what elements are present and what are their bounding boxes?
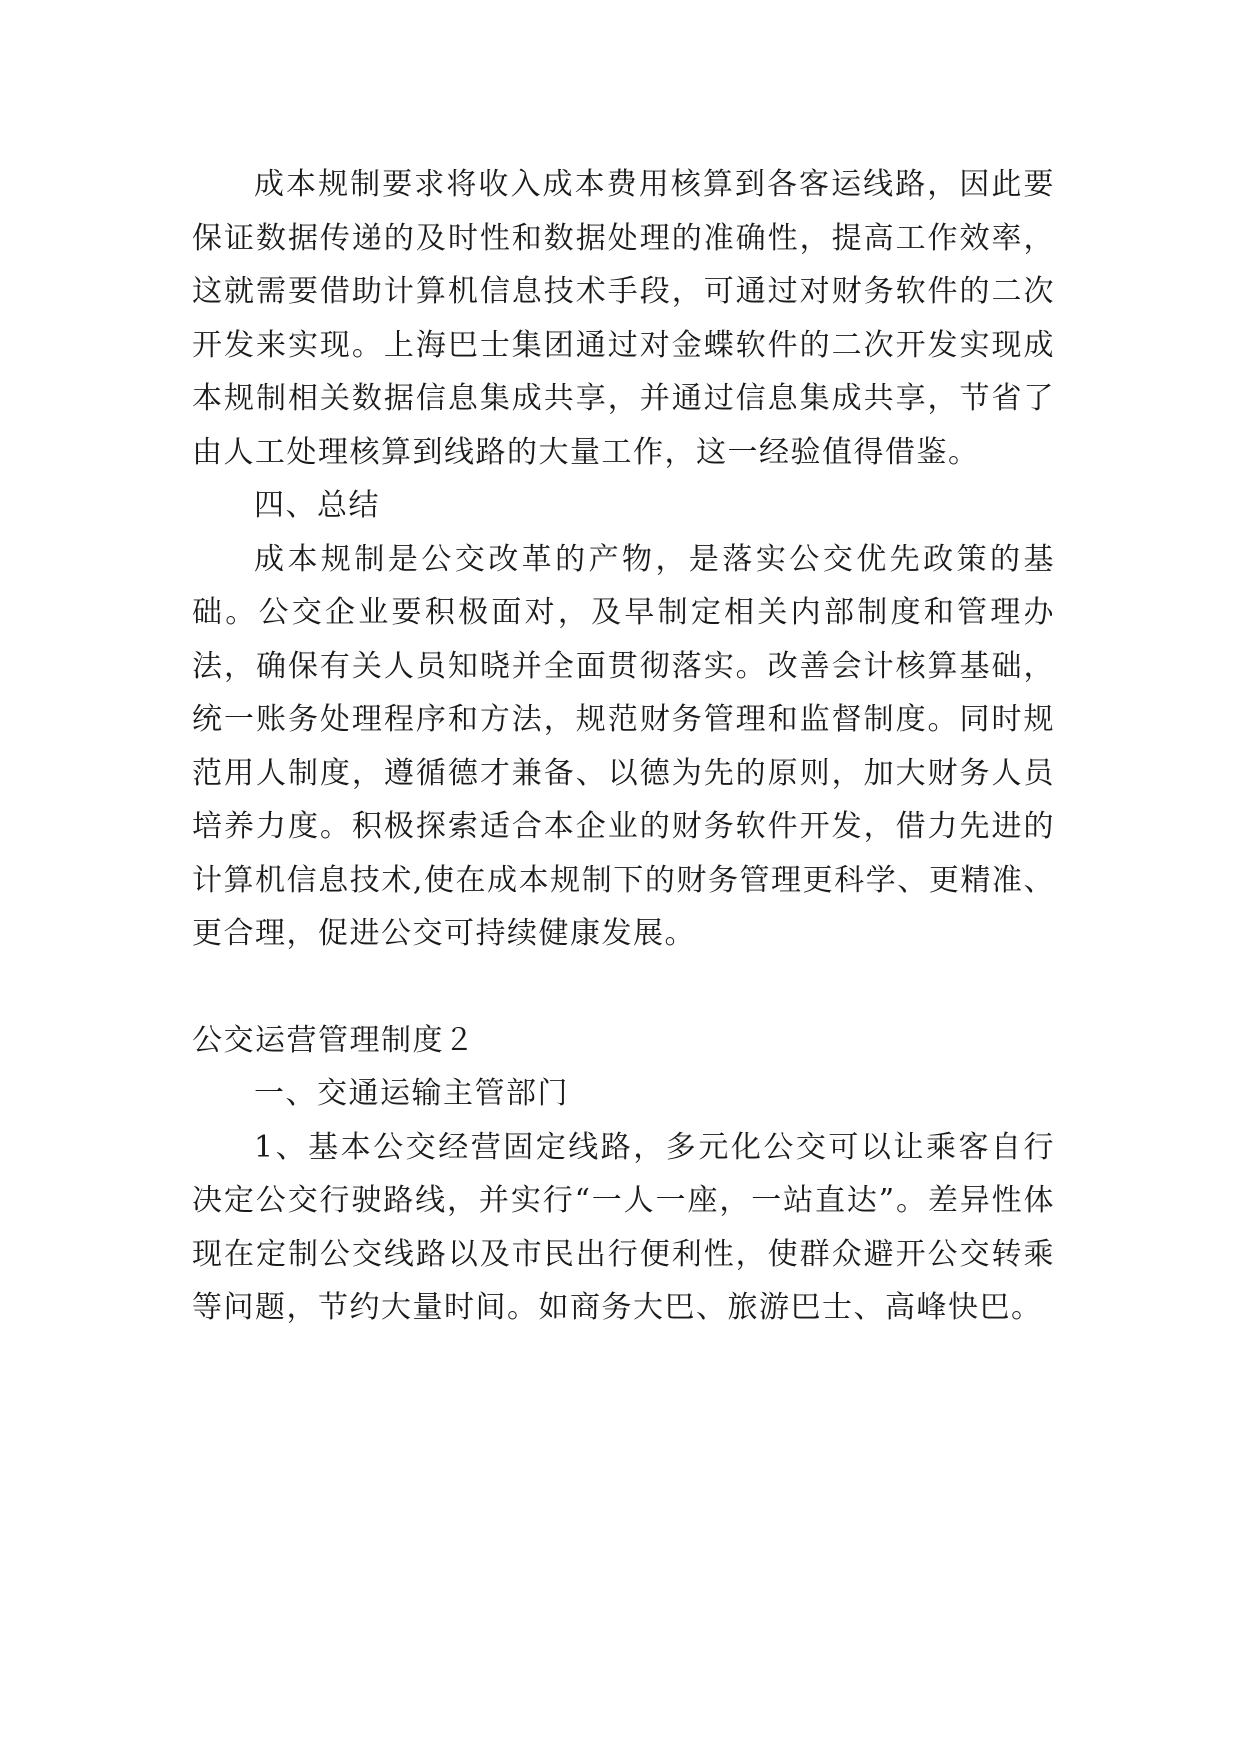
paragraph-summary: 成本规制是公交改革的产物，是落实公交优先政策的基础。公交企业要积极面对，及早制定相关内部制度和管理办法，确保有关人员知晓并全面贯彻落实。改善会计核算基础，统一账务处理程序和方法，规范财务管理和监督制度。同时规范用人制度，遵循德才兼备、以德为先的原则，加大财务人员培养力度。积极探索适合本企业的财务软件开发，借力先进的计算机信息技术,使在成本规制下的财务管理更科学、更精准、更合理，促进公交可持续健康发展。 xyxy=(192,541,1055,951)
section-title: 公交运营管理制度２ xyxy=(192,1022,476,1058)
paragraph-basic-bus: 1、基本公交经营固定线路，多元化公交可以让乘客自行决定公交行驶路线，并实行“一人一座，一站直达”。差异性体现在定制公交线路以及市民出行便利性，使群众避开公交转乘等问题，节约大量时间。如商务大巴、旅游巴士、高峰快巴。 xyxy=(192,1129,1055,1325)
paragraph-cost-regulation-software: 成本规制要求将收入成本费用核算到各客运线路，因此要保证数据传递的及时性和数据处理的准确性，提高工作效率，这就需要借助计算机信息技术手段，可通过对财务软件的二次开发来实现。上海巴士集团通过对金蝶软件的二次开发实现成本规制相关数据信息集成共享，并通过信息集成共享，节省了由人工处理核算到线路的大量工作，这一经验值得借鉴。 xyxy=(192,167,1055,470)
heading-summary: 四、总结 xyxy=(254,488,380,523)
document-body xyxy=(192,158,1055,1335)
heading-transport-department: 一、交通运输主管部门 xyxy=(254,1076,569,1111)
